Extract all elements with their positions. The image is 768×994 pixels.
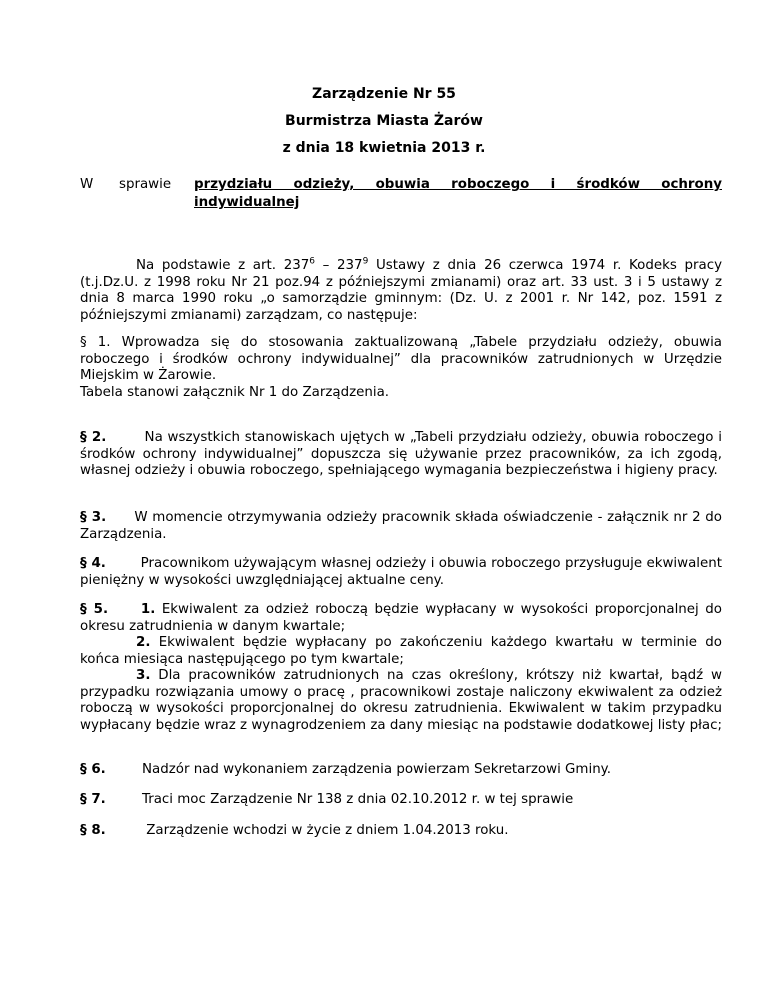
section-7-text: Traci moc Zarządzenie Nr 138 z dnia 02.10.2012 r. w tej sprawie	[142, 792, 574, 807]
section-1-text-2: Tabela stanowi załącznik Nr 1 do Zarządzenia.	[80, 384, 390, 400]
preamble-sup-1: 6	[309, 256, 315, 267]
subject-line-1: przydziału odzieży, obuwia roboczego i środków ochrony	[194, 177, 722, 192]
preamble-part-2: – 237	[314, 258, 363, 273]
preamble-sup-2: 9	[362, 256, 369, 267]
section-4	[80, 556, 722, 589]
section-7-label: § 7.	[80, 792, 106, 807]
preamble-part-3: Ustawy z dnia 26 czerwca 1974 r. Kodeks pracy (t.j.Dz.U. z 1998 roku Nr 21 poz.94 z późniejszymi zmianami) oraz art. 33 ust. 3 i 5 ustawy z dnia 8 marca 1990 roku „o samorządzie gminnym: (Dz. U. z 2001 r. Nr 142, poz. 1591 z późniejszymi zmianami) zarządzam, co następuje:	[80, 258, 722, 323]
section-5-item-3	[80, 668, 722, 734]
date-line: z dnia 18 kwietnia 2013 r.	[282, 140, 486, 156]
subject-sprawie: sprawie	[119, 177, 172, 192]
section-1	[80, 335, 722, 401]
section-8	[80, 822, 509, 840]
section-7	[80, 791, 573, 809]
section-5-item-1	[80, 602, 722, 635]
section-8-label: § 8.	[80, 823, 106, 838]
document-title: Zarządzenie Nr 55	[312, 86, 456, 102]
preamble-paragraph	[80, 258, 722, 324]
section-2-label: § 2.	[80, 430, 107, 445]
section-3	[80, 510, 722, 543]
section-6-text: Nadzór nad wykonaniem zarządzenia powierzam Sekretarzowi Gminy.	[142, 762, 611, 777]
issuer-line: Burmistrza Miasta Żarów	[285, 113, 483, 129]
section-5-num-1: 1.	[140, 602, 156, 617]
section-4-label: § 4.	[80, 556, 106, 571]
section-3-text: W momencie otrzymywania odzieży pracownik składa oświadczenie - załącznik nr 2 do Zarządzenia.	[80, 510, 722, 542]
section-5-item-2	[80, 635, 722, 668]
section-4-text: Pracownikom używającym własnej odzieży i obuwia roboczego przysługuje ekwiwalent pieniężny w wysokości uwzględniającej aktualne ceny.	[80, 556, 722, 588]
section-6-label: § 6.	[80, 762, 106, 777]
section-6	[80, 761, 611, 779]
section-5-label: § 5.	[80, 602, 109, 617]
preamble-part-1: Na podstawie z art. 237	[136, 258, 310, 273]
section-2-text: Na wszystkich stanowiskach ujętych w „Tabeli przydziału odzieży, obuwia roboczego i środków ochrony indywidualnej” dopuszcza się używanie przez pracowników, za ich zgodą, własnej odzieży i obuwia roboczego, spełniającego wymagania bezpieczeństwa i higieny pracy.	[80, 430, 722, 478]
section-5-num-2: 2.	[136, 635, 151, 650]
section-5-text-3: Dla pracowników zatrudnionych na czas określony, krótszy niż kwartał, bądź w przypadku rozwiązania umowy o pracę , pracownikowi zostaje naliczony ekwiwalent za odzież roboczą w wysokości proporcjonalnej do okresu zatrudnienia. Ekwiwalent w takim przypadku wypłacany będzie wraz z wynagrodzeniem za dany miesiąc na podstawie dodatkowej listy płac;	[80, 668, 722, 733]
section-5-num-3: 3.	[136, 668, 151, 683]
section-5-text-2: Ekwiwalent będzie wypłacany po zakończeniu każdego kwartału w terminie do końca miesiąca następującego po tym kwartale;	[80, 635, 722, 667]
subject-line-2: indywidualnej	[194, 195, 300, 210]
section-5	[80, 602, 722, 734]
section-8-text: Zarządzenie wchodzi w życie z dniem 1.04.2013 roku.	[142, 823, 509, 838]
section-2	[80, 430, 722, 480]
section-3-label: § 3.	[80, 510, 107, 525]
section-1-text: § 1. Wprowadza się do stosowania zaktualizowaną „Tabele przydziału odzieży, obuwia roboczego i środków ochrony indywidualnej” dla pracowników zatrudnionych w Urzędzie Miejskim w Żarowie.	[80, 335, 722, 383]
section-5-text-1: Ekwiwalent za odzież roboczą będzie wypłacany w wysokości proporcjonalnej do okresu zatrudnienia w danym kwartale;	[80, 602, 722, 634]
subject-w: W	[80, 177, 94, 192]
